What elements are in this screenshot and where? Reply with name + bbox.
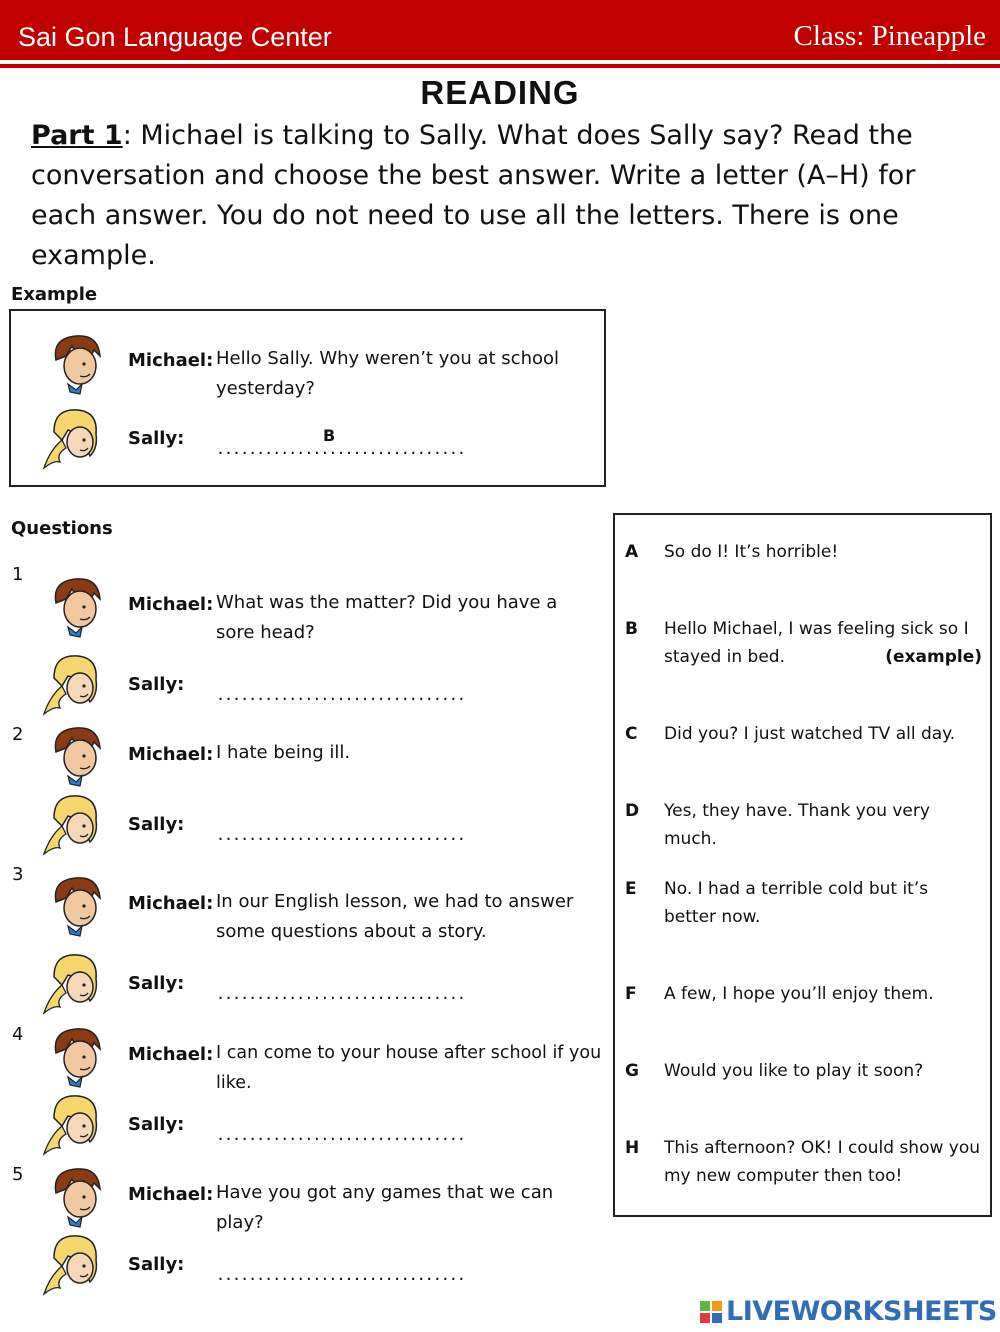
class-label: Class: Pineapple (793, 20, 986, 52)
sally-avatar-icon (40, 949, 102, 1015)
sally-avatar-icon (40, 790, 102, 856)
sally-avatar-icon (40, 1230, 102, 1296)
option-b (664, 615, 982, 671)
michael-speaker: Michael: (128, 1184, 214, 1205)
logo-grid-icon (700, 1301, 722, 1323)
michael-avatar-icon (46, 1023, 108, 1089)
question-number: 2 (12, 724, 24, 745)
sally-speaker: Sally: (128, 814, 185, 835)
page-title: READING (420, 74, 580, 111)
michael-avatar-icon (46, 872, 108, 938)
example-michael-line: Hello Sally. Why weren’t you at school yesterday? (216, 348, 560, 399)
example-sally-speaker: Sally: (128, 428, 185, 449)
option-text-a: So do I! It’s horrible! (664, 542, 839, 562)
example-label: Example (11, 284, 98, 305)
michael-line: In our English lesson, we had to answer some questions about a story. (216, 891, 574, 942)
questions-label: Questions (11, 518, 113, 539)
option-text-g: Would you like to play it soon? (664, 1061, 924, 1081)
answer-field-5[interactable]: ............................... (216, 1266, 465, 1284)
header-divider (0, 64, 1000, 68)
sally-speaker: Sally: (128, 674, 185, 695)
option-letter-e: E (625, 879, 637, 899)
option-text-c: Did you? I just watched TV all day. (664, 724, 956, 744)
sally-avatar-icon (40, 1090, 102, 1156)
michael-line: Have you got any games that we can play? (216, 1182, 554, 1233)
question-number: 3 (12, 864, 24, 885)
example-tag: (example) (885, 647, 982, 667)
michael-line: I can come to your house after school if you like. (216, 1043, 602, 1093)
michael-speaker: Michael: (128, 744, 214, 765)
option-letter-b: B (625, 619, 638, 639)
michael-speaker: Michael: (128, 893, 214, 914)
option-letter-a: A (625, 542, 639, 562)
michael-line: I hate being ill. (216, 742, 351, 763)
center-name: Sai Gon Language Center (18, 22, 332, 52)
liveworksheets-logo (700, 1296, 997, 1327)
sally-speaker: Sally: (128, 1114, 185, 1135)
michael-speaker: Michael: (128, 594, 214, 615)
option-text-h: This afternoon? OK! I could show you my new computer then too! (664, 1138, 981, 1186)
instructions-text: : Michael is talking to Sally. What does Sally say? Read the conversation and choose the best answer. Write a letter (A–H) for each answer. You do not need to use all the letters. There is one example. (31, 120, 916, 271)
michael-line: What was the matter? Did you have a sore head? (216, 592, 558, 643)
instructions (31, 116, 951, 276)
question-number: 1 (12, 564, 24, 585)
michael-avatar-icon (46, 330, 108, 396)
answer-field-3[interactable]: ............................... (216, 985, 465, 1003)
sally-speaker: Sally: (128, 973, 185, 994)
option-text-e: No. I had a terrible cold but it’s better now. (664, 879, 929, 927)
question-number: 4 (12, 1024, 24, 1045)
option-letter-g: G (625, 1061, 639, 1081)
header-bar (0, 0, 1000, 60)
logo-text: LIVEWORKSHEETS (726, 1296, 997, 1327)
michael-avatar-icon (46, 1163, 108, 1229)
option-text-d: Yes, they have. Thank you very much. (664, 801, 930, 849)
part-label: Part 1 (31, 120, 123, 151)
answer-field-1[interactable]: ............................... (216, 686, 465, 704)
michael-avatar-icon (46, 573, 108, 639)
option-text-b: Hello Michael, I was feeling sick so I stayed in bed. (664, 619, 969, 667)
answer-field-2[interactable]: ............................... (216, 826, 465, 844)
option-letter-f: F (625, 984, 637, 1004)
option-letter-h: H (625, 1138, 640, 1158)
example-answer-line: ............................... (216, 440, 465, 458)
michael-avatar-icon (46, 722, 108, 788)
sally-avatar-icon (40, 650, 102, 716)
question-number: 5 (12, 1164, 24, 1185)
answer-field-4[interactable]: ............................... (216, 1126, 465, 1144)
example-michael-speaker: Michael: (128, 350, 214, 371)
sally-speaker: Sally: (128, 1254, 185, 1275)
example-answer: B (323, 426, 336, 445)
michael-speaker: Michael: (128, 1044, 214, 1065)
option-text-f: A few, I hope you’ll enjoy them. (664, 984, 934, 1004)
sally-avatar-icon (40, 404, 102, 470)
option-letter-d: D (625, 801, 640, 821)
option-letter-c: C (625, 724, 638, 744)
